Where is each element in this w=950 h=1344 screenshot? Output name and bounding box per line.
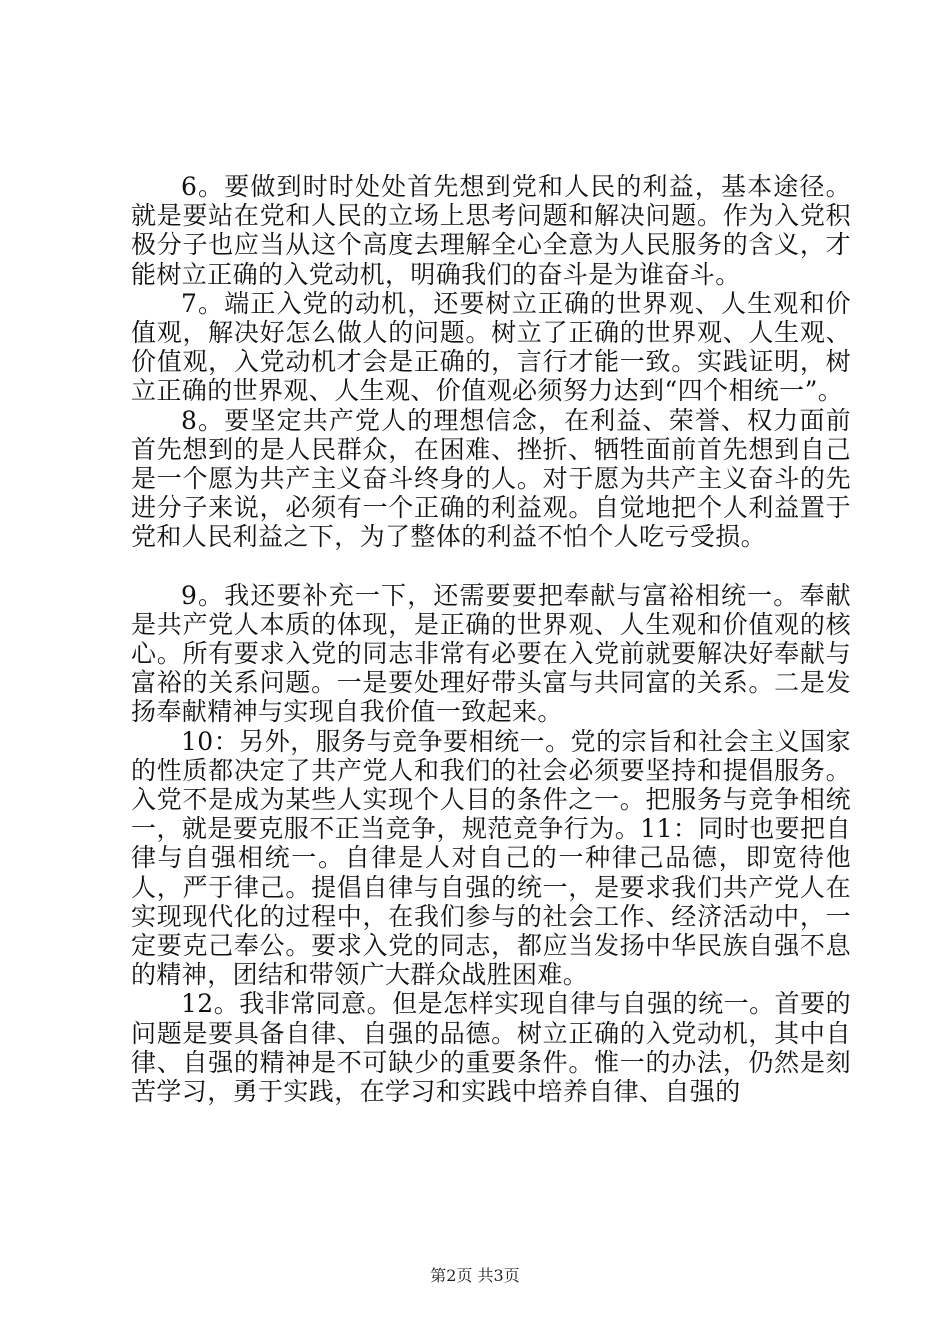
paragraph-9: 9。我还要补充一下，还需要要把奉献与富裕相统一。奉献是共产党人本质的体现，是正确的世界观、人生观和价值观的核心。所有要求入党的同志非常有必要在入党前就要解决好奉献与富裕的关系问题。一是要处理好带头富与共同富的关系。二是发扬奉献精神与实现自我价值一致起来。 [131, 580, 851, 727]
paragraph-10-11: 10：另外，服务与竞争要相统一。党的宗旨和社会主义国家的性质都决定了共产党人和我们的社会必须要坚持和提倡服务。入党不是成为某些人实现个人目的条件之一。把服务与竞争相统一，就是要克服不正当竞争，规范竞争行为。11：同时也要把自律与自强相统一。自律是人对自己的一种律己品德，即宽待他人，严于律己。提倡自律与自强的统一，是要求我们共产党人在实现现代化的过程中，在我们参与的社会工作、经济活动中，一定要克己奉公。要求入党的同志，都应当发扬中华民族自强不息的精神，团结和带领广大群众战胜困难。 [131, 726, 851, 990]
paragraph-gap [131, 552, 851, 581]
paragraph-8: 8。要坚定共产党人的理想信念，在利益、荣誉、权力面前首先想到的是人民群众，在困难、挫折、牺牲面前首先想到自己是一个愿为共产主义奋斗终身的人。对于愿为共产主义奋斗的先进分子来说，必须有一个正确的利益观。自觉地把个人利益置于党和人民利益之下，为了整体的利益不怕个人吃亏受损。 [131, 405, 851, 552]
paragraph-6: 6。要做到时时处处首先想到党和人民的利益，基本途径。就是要站在党和人民的立场上思考问题和解决问题。作为入党积极分子也应当从这个高度去理解全心全意为人民服务的含义，才能树立正确的入党动机，明确我们的奋斗是为谁奋斗。 [131, 172, 851, 289]
page-footer: 第2页 共3页 [430, 1266, 520, 1285]
paragraph-12: 12。我非常同意。但是怎样实现自律与自强的统一。首要的问题是要具备自律、自强的品德。树立正确的入党动机，其中自律、自强的精神是不可缺少的重要条件。惟一的办法，仍然是刻苦学习，勇于实践，在学习和实践中培养自律、自强的 [131, 989, 851, 1107]
document-body [131, 172, 851, 1106]
paragraph-7: 7。端正入党的动机，还要树立正确的世界观、人生观和价值观，解决好怎么做人的问题。树立了正确的世界观、人生观、价值观，入党动机才会是正确的，言行才能一致。实践证明，树立正确的世界观、人生观、价值观必须努力达到“四个相统一”。 [131, 288, 851, 406]
